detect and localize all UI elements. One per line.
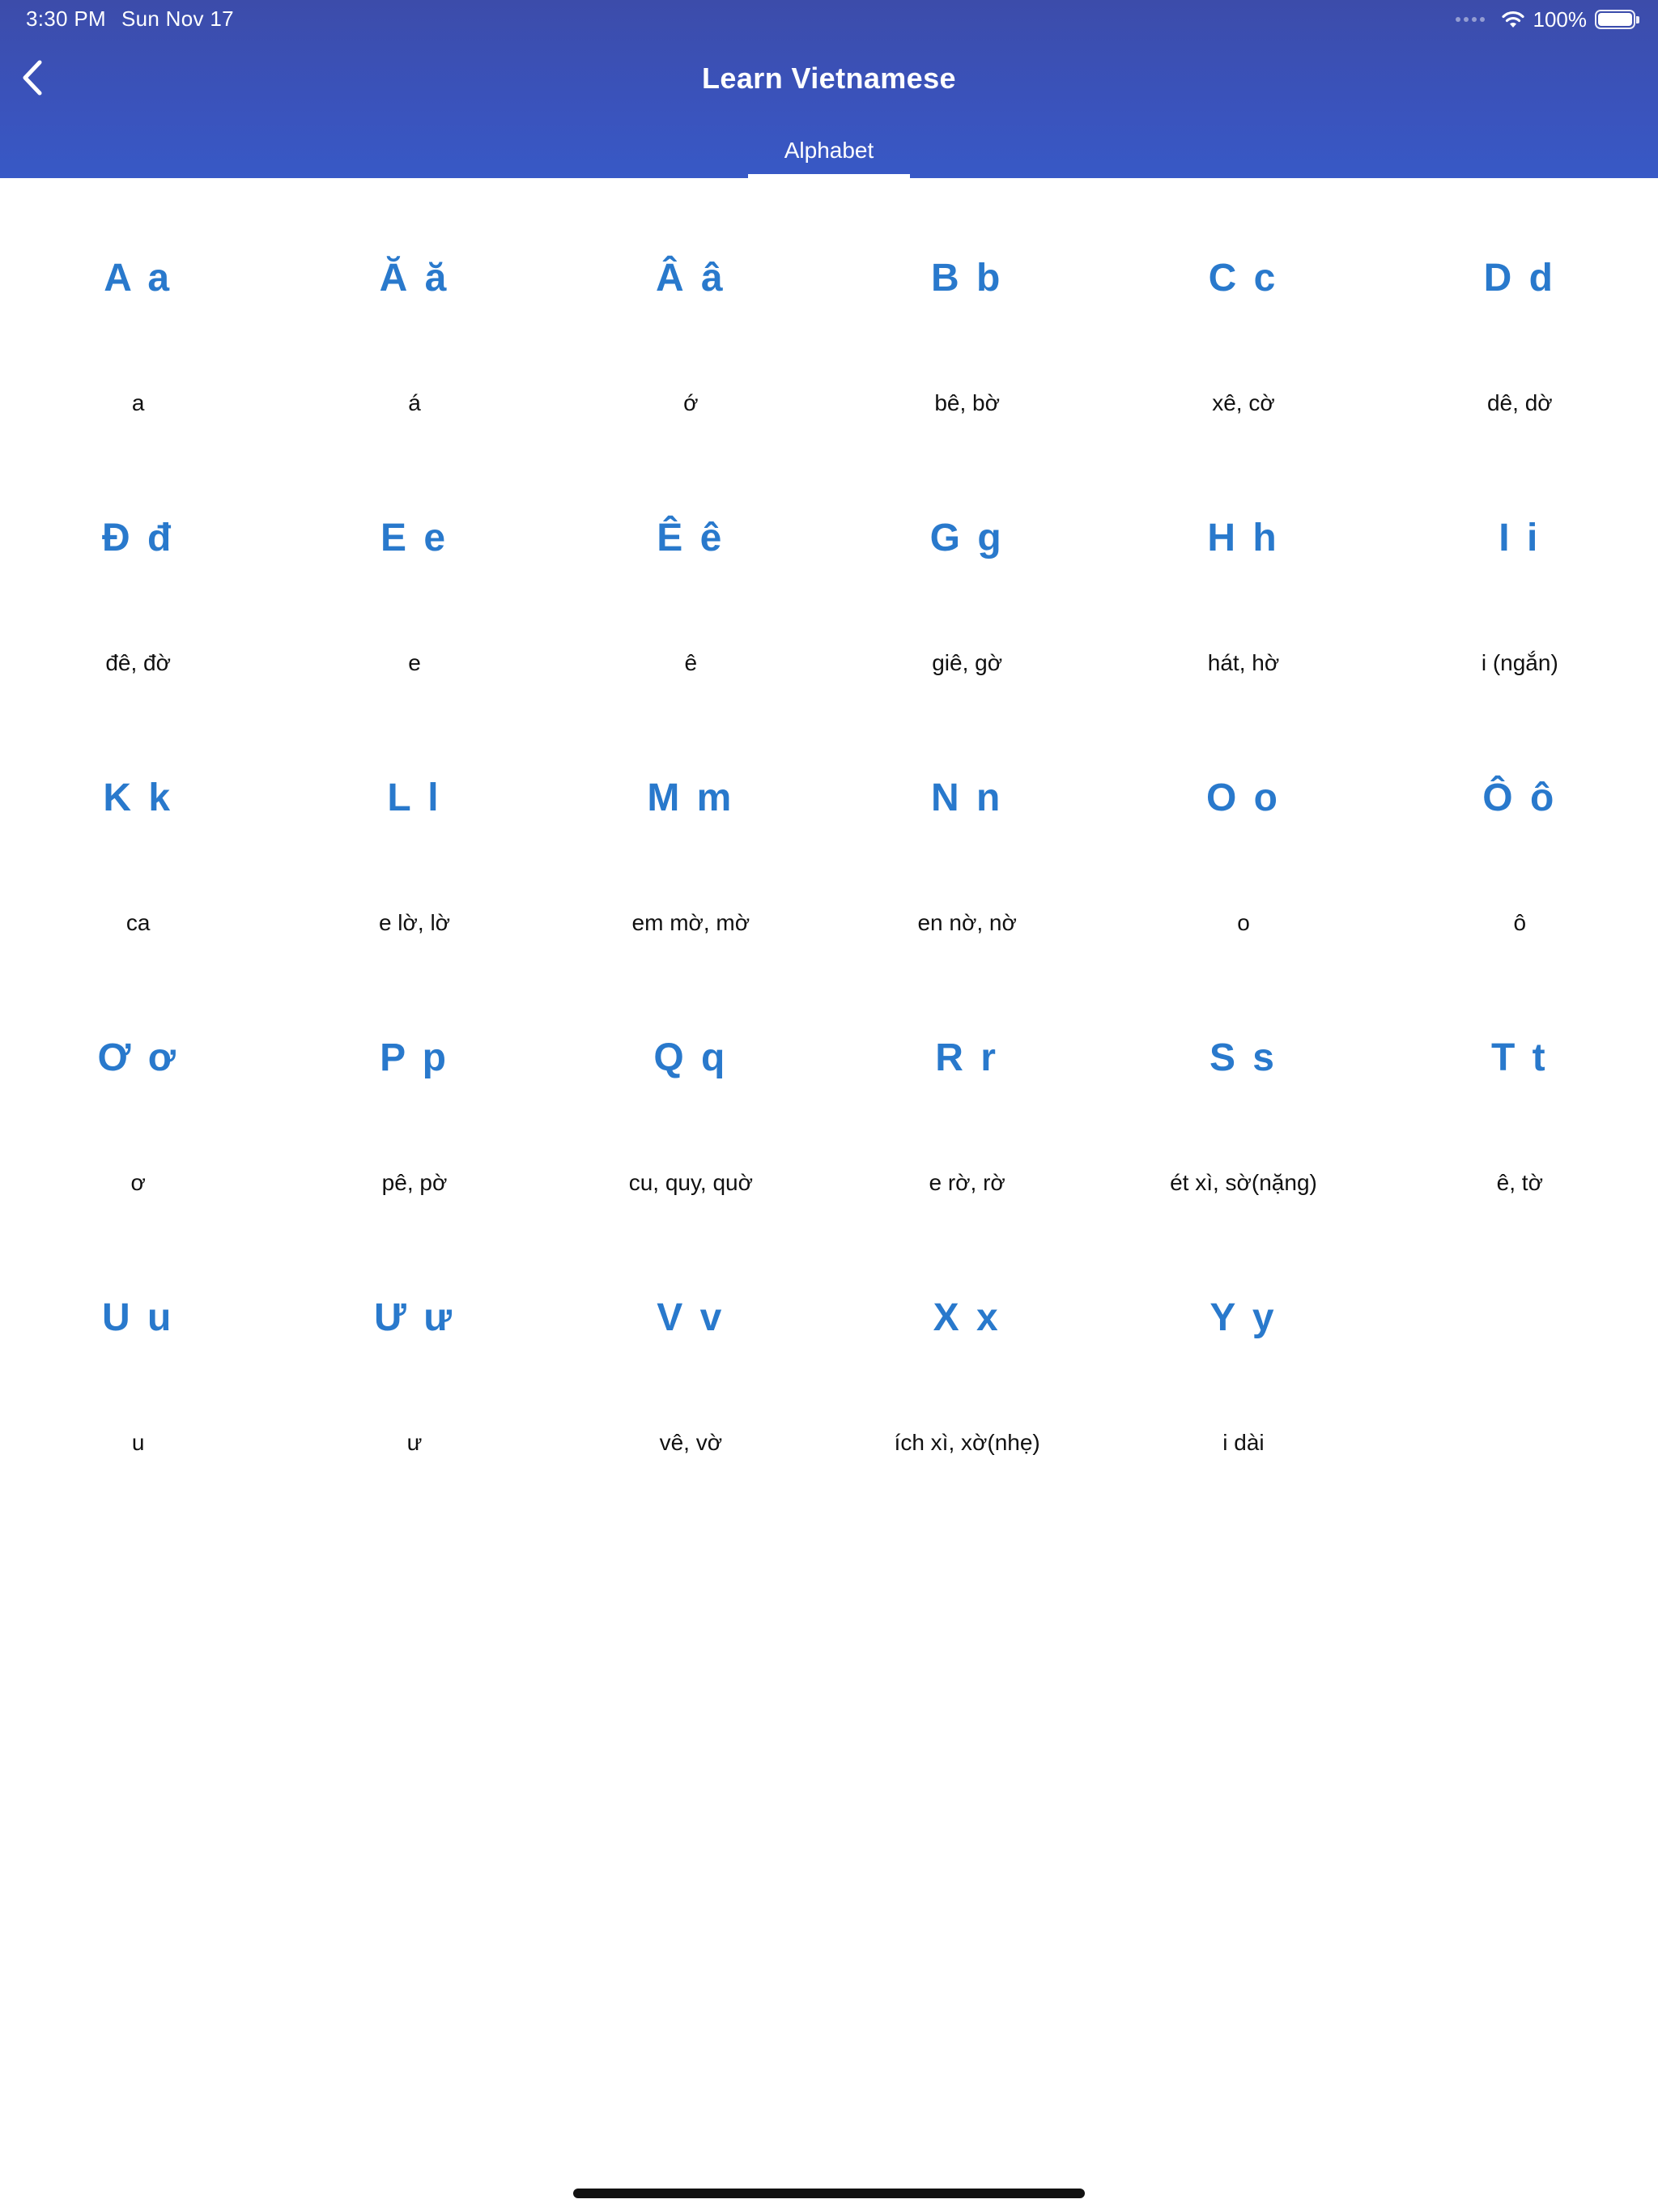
pronunciation-label: vê, vờ [659, 1430, 723, 1455]
letter-label: Ư ư [374, 1296, 455, 1339]
alphabet-card[interactable] [829, 178, 1105, 438]
wifi-icon [1501, 10, 1525, 29]
letter-label: M m [647, 776, 735, 819]
pronunciation-label: i (ngắn) [1481, 650, 1558, 675]
pronunciation-label: u [131, 1430, 145, 1455]
pronunciation-label: ích xì, xờ(nhẹ) [894, 1430, 1040, 1455]
alphabet-card[interactable] [829, 698, 1105, 958]
letter-label: O o [1205, 776, 1281, 819]
signal-dots-icon [1456, 17, 1485, 22]
letter-label: Y y [1209, 1296, 1278, 1339]
letter-label: Ô ô [1482, 776, 1558, 819]
status-time: 3:30 PM [26, 6, 106, 31]
pronunciation-label: cu, quy, quờ [628, 1170, 753, 1195]
alphabet-card[interactable] [1105, 1218, 1381, 1478]
letter-label: Â â [655, 257, 726, 300]
alphabet-card[interactable] [1382, 438, 1658, 698]
alphabet-grid [0, 178, 1658, 1478]
letter-label: G g [929, 517, 1005, 559]
pronunciation-label: a [131, 390, 145, 415]
letter-label: N n [930, 776, 1004, 819]
alphabet-card[interactable] [553, 1218, 829, 1478]
alphabet-card[interactable] [553, 178, 829, 438]
alphabet-card[interactable] [0, 438, 276, 698]
alphabet-card[interactable] [829, 958, 1105, 1218]
alphabet-card[interactable] [1105, 438, 1381, 698]
pronunciation-label: ớ [683, 390, 699, 415]
letter-label: Ê ê [657, 517, 725, 559]
pronunciation-label: o [1237, 910, 1250, 935]
pronunciation-label: dê, dờ [1486, 390, 1553, 415]
pronunciation-label: á [408, 390, 421, 415]
alphabet-card[interactable] [829, 438, 1105, 698]
alphabet-card[interactable] [276, 178, 552, 438]
tab-bar [0, 120, 1658, 178]
pronunciation-label: bê, bờ [934, 390, 1000, 415]
alphabet-card[interactable] [1382, 958, 1658, 1218]
pronunciation-label: hát, hờ [1207, 650, 1280, 675]
letter-label: Ă ă [379, 257, 450, 300]
pronunciation-label: xê, cờ [1212, 390, 1275, 415]
alphabet-card[interactable] [276, 698, 552, 958]
alphabet-card[interactable] [1105, 178, 1381, 438]
pronunciation-label: e lờ, lờ [378, 910, 451, 935]
letter-label: I i [1499, 517, 1541, 559]
status-date: Sun Nov 17 [121, 6, 234, 31]
alphabet-card[interactable] [276, 958, 552, 1218]
tab-label: Alphabet [784, 138, 874, 163]
alphabet-card[interactable] [553, 958, 829, 1218]
letter-label: V v [657, 1296, 725, 1339]
battery-fill [1598, 13, 1632, 26]
letter-label: S s [1209, 1036, 1278, 1079]
alphabet-card[interactable] [829, 1218, 1105, 1478]
battery-percent: 100% [1533, 6, 1587, 32]
pronunciation-label: đê, đờ [105, 650, 171, 675]
pronunciation-label: ư [406, 1430, 423, 1455]
pronunciation-label: e [408, 650, 421, 675]
letter-label: Q q [653, 1036, 729, 1079]
alphabet-card[interactable] [1382, 698, 1658, 958]
alphabet-card[interactable] [0, 698, 276, 958]
pronunciation-label: e rờ, rờ [929, 1170, 1005, 1195]
alphabet-card[interactable] [0, 958, 276, 1218]
letter-label: U u [102, 1296, 175, 1339]
alphabet-card[interactable] [0, 1218, 276, 1478]
alphabet-card[interactable] [0, 178, 276, 438]
pronunciation-label: en nờ, nờ [917, 910, 1017, 935]
battery-icon [1595, 10, 1635, 29]
app-header [0, 0, 1658, 178]
letter-label: A a [104, 257, 173, 300]
alphabet-card[interactable] [553, 438, 829, 698]
pronunciation-label: ơ [130, 1170, 146, 1195]
alphabet-card[interactable] [1105, 958, 1381, 1218]
letter-label: K k [103, 776, 174, 819]
letter-label: D d [1483, 257, 1556, 300]
letter-label: B b [930, 257, 1004, 300]
status-indicators [1456, 6, 1636, 32]
pronunciation-label: giê, gờ [932, 650, 1003, 675]
pronunciation-label: i dài [1222, 1430, 1265, 1455]
pronunciation-label: pê, pờ [381, 1170, 448, 1195]
letter-label: L l [387, 776, 442, 819]
navigation-bar [0, 39, 1658, 120]
status-bar [0, 0, 1658, 39]
alphabet-card[interactable] [1105, 698, 1381, 958]
pronunciation-label: ca [125, 910, 151, 935]
letter-label: R r [935, 1036, 999, 1079]
pronunciation-label: ê, tờ [1496, 1170, 1543, 1195]
pronunciation-label: em mờ, mờ [631, 910, 750, 935]
tab-alphabet[interactable] [748, 120, 910, 178]
home-indicator [573, 2189, 1085, 2198]
pronunciation-label: ê [684, 650, 698, 675]
alphabet-card[interactable] [276, 438, 552, 698]
letter-label: E e [380, 517, 449, 559]
pronunciation-label: ô [1513, 910, 1527, 935]
letter-label: T t [1490, 1036, 1549, 1079]
pronunciation-label: ét xì, sờ(nặng) [1170, 1170, 1317, 1195]
letter-label: Đ đ [102, 517, 175, 559]
page-title: Learn Vietnamese [702, 62, 956, 95]
alphabet-card[interactable] [553, 698, 829, 958]
alphabet-card[interactable] [276, 1218, 552, 1478]
letter-label: Ơ ơ [97, 1036, 179, 1079]
letter-label: C c [1208, 257, 1279, 300]
alphabet-card[interactable] [1382, 178, 1658, 438]
letter-label: X x [933, 1296, 1001, 1339]
letter-label: P p [380, 1036, 449, 1079]
letter-label: H h [1207, 517, 1280, 559]
